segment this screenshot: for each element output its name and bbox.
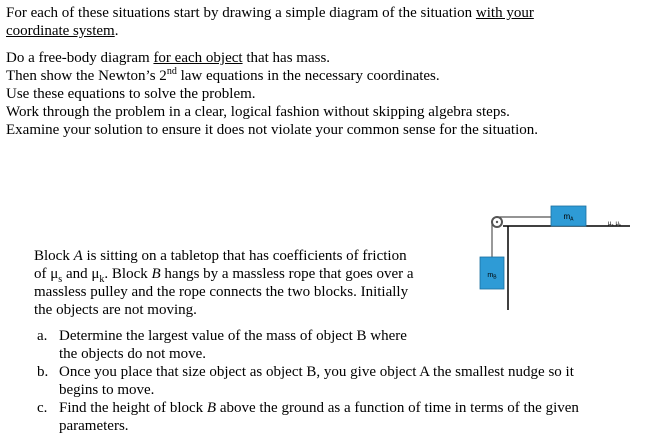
intro-line-1: For each of these situations start by drawing a simple diagram of the situation with your — [6, 5, 534, 21]
problem-line-3: massless pulley and the rope connects the two blocks. Initially — [34, 284, 409, 300]
problem-line-2: of $\mu_s$ and $\mu_k$. Block B hangs by a massless rope that goes over a — [34, 266, 414, 285]
question-a: a. Determine the largest value of the mass of object B where — [37, 328, 407, 344]
question-b-cont: begins to move. — [59, 382, 155, 398]
underlined-phrase: coordinate system — [6, 23, 115, 39]
instruction-3: Use these equations to solve the problem. — [6, 86, 256, 102]
question-c-cont: parameters. — [59, 418, 129, 434]
problem-line-4: the objects are not moving. — [34, 302, 197, 318]
pulley-axle — [496, 221, 498, 223]
problem-line-1: Block A is sitting on a tabletop that has coefficients of friction — [34, 248, 407, 264]
question-b: b. Once you place that size object as object B, you give object A the smallest nudge so it — [37, 364, 574, 380]
instruction-1: Do a free-body diagram for each object that has mass. — [6, 50, 331, 66]
intro-line-2: coordinate system. — [6, 23, 119, 39]
instruction-2: Then show the Newton’s 2nd law equations in the necessary coordinates. — [6, 66, 440, 84]
question-c: c. Find the height of block B above the ground as a function of time in terms of the given — [37, 400, 579, 416]
underlined-phrase: with your — [475, 5, 534, 21]
block-b-label: $m_B$ — [487, 272, 497, 281]
question-a-cont: the objects do not move. — [59, 346, 207, 362]
underlined-phrase: for each object — [153, 50, 243, 66]
block-a-label: mA — [563, 212, 574, 223]
instruction-5: Examine your solution to ensure it does not violate your common sense for the situation. — [6, 122, 538, 138]
pulley-diagram — [478, 200, 638, 310]
instruction-4: Work through the problem in a clear, logical fashion without skipping algebra steps. — [6, 104, 510, 120]
friction-label: μs μk — [608, 221, 621, 227]
